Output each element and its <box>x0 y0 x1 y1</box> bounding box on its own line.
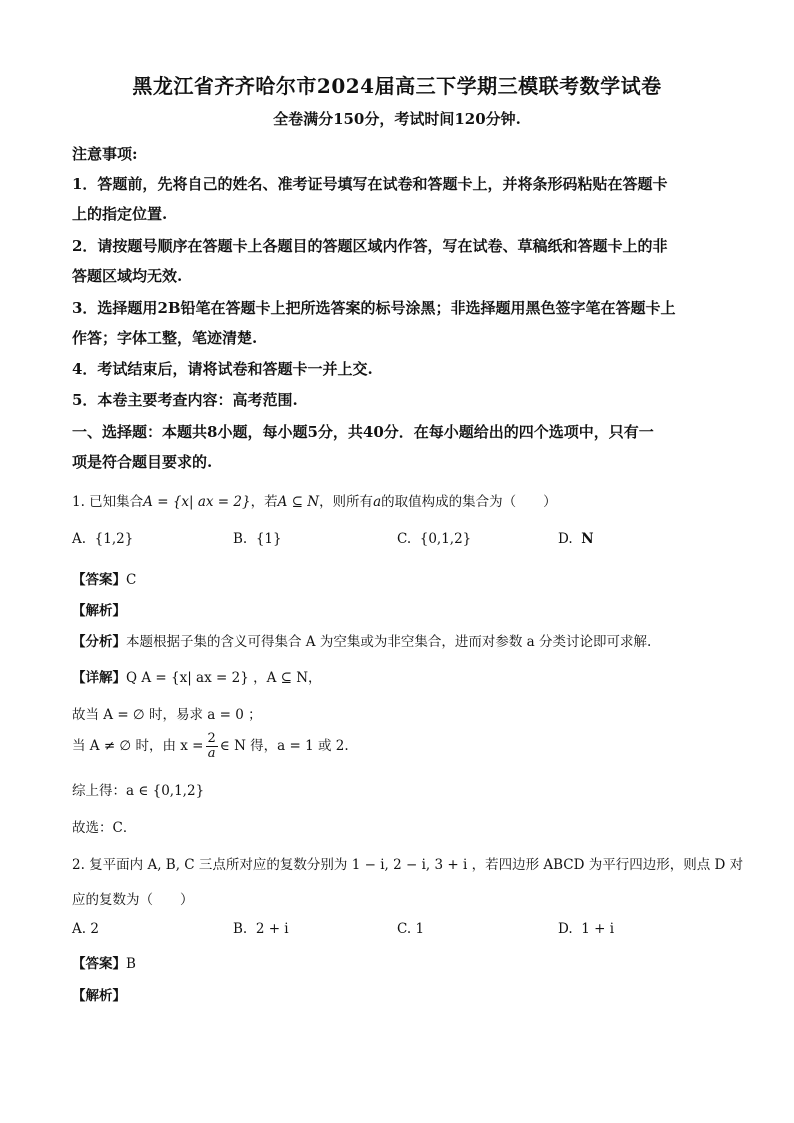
q2-option-c <box>397 921 424 937</box>
q1-option-b <box>233 531 282 547</box>
option-label: A. <box>72 921 87 937</box>
answer-tag: 【答案】 <box>72 956 126 972</box>
q2-option-b <box>233 921 289 937</box>
q2-answer <box>72 952 732 972</box>
fraction-numerator: 2 <box>207 731 216 746</box>
option-value: {1,2} <box>94 531 134 547</box>
notice-item-1b: 上的指定位置. <box>72 205 168 223</box>
q1-detail <box>72 666 732 686</box>
q1-var-a: a <box>373 494 382 510</box>
page-subtitle: 全卷满分150分，考试时间120分钟. <box>273 110 521 128</box>
fenxi-tag: 【分析】 <box>72 634 126 650</box>
option-value: N <box>581 531 594 547</box>
q1-set-expr: A = {x| ax = 2} <box>143 494 251 510</box>
fraction <box>206 732 218 761</box>
option-value: 1 + i <box>581 921 615 937</box>
q1-answer <box>72 568 732 588</box>
option-label: D. <box>558 921 573 937</box>
notice-item-1a: 1．答题前，先将自己的姓名、准考证号填写在试卷和答题卡上，并将条形码粘贴在答题卡 <box>72 175 668 193</box>
option-label: D. <box>558 531 573 547</box>
option-label: C. <box>397 921 412 937</box>
answer-value: B <box>126 956 136 972</box>
q1-stem-suffix: ，则所有 <box>319 494 374 510</box>
notice-heading: 注意事项: <box>72 145 138 163</box>
option-value: {0,1,2} <box>419 531 472 547</box>
q2-option-d <box>558 921 614 937</box>
option-label: A. <box>72 531 87 547</box>
notice-item-5: 5．本卷主要考查内容：高考范围. <box>72 391 298 409</box>
notice-item-2b: 答题区域均无效. <box>72 267 183 285</box>
case2-prefix: 当 A ≠ ∅ 时，由 x = <box>72 738 204 754</box>
q1-option-d <box>558 531 594 547</box>
option-value: {1} <box>255 531 282 547</box>
answer-value: C <box>126 572 137 588</box>
section-heading-a: 一、选择题：本题共8小题，每小题5分，共40分．在每小题给出的四个选项中，只有一 <box>72 423 654 441</box>
q1-summary: 综上得：a ∈ {0,1,2} <box>72 783 205 799</box>
option-label: B. <box>233 531 248 547</box>
q2-analysis-tag: 【解析】 <box>72 988 126 1004</box>
q1-subset-expr: A ⊆ N <box>277 494 320 510</box>
section-heading-b: 项是符合题目要求的. <box>72 453 213 471</box>
page-title: 黑龙江省齐齐哈尔市2024届高三下学期三模联考数学试卷 <box>132 74 662 98</box>
q1-choose: 故选：C． <box>72 820 137 836</box>
fraction-denominator: a <box>207 746 216 761</box>
q1-option-c <box>397 531 471 547</box>
option-value: 2 <box>90 921 99 937</box>
q1-stem <box>72 490 732 510</box>
q1-analysis-tag: 【解析】 <box>72 603 126 619</box>
option-value: 2 + i <box>255 921 289 937</box>
q2-stem-a: 2. 复平面内 A, B, C 三点所对应的复数分别为 1 − i, 2 − i, 3 + i ，若四边形 ABCD 为平行四边形，则点 D 对 <box>72 857 744 873</box>
answer-tag: 【答案】 <box>72 572 126 588</box>
q1-case2 <box>72 732 732 761</box>
q1-fenxi <box>72 630 732 650</box>
notice-item-3a: 3．选择题用2B铅笔在答题卡上把所选答案的标号涂黑；非选择题用黑色签字笔在答题卡上 <box>72 299 676 317</box>
notice-item-4: 4．考试结束后，请将试卷和答题卡一并上交. <box>72 360 373 378</box>
detail-tag: 【详解】 <box>72 670 126 686</box>
option-label: C. <box>397 531 412 547</box>
q1-option-a <box>72 531 133 547</box>
option-label: B. <box>233 921 248 937</box>
q2-option-a <box>72 921 99 937</box>
q1-stem-prefix: 1. 已知集合 <box>72 494 144 510</box>
q1-stem-end: 的取值构成的集合为（ ） <box>381 494 557 510</box>
option-value: 1 <box>415 921 425 937</box>
q1-stem-mid: ，若 <box>250 494 278 510</box>
notice-item-2a: 2．请按题号顺序在答题卡上各题目的答题区域内作答，写在试卷、草稿纸和答题卡上的非 <box>72 237 668 255</box>
fenxi-text: 本题根据子集的含义可得集合 A 为空集或为非空集合，进而对参数 a 分类讨论即可求解. <box>126 634 652 650</box>
q2-stem-b: 应的复数为（ ） <box>72 892 194 908</box>
q1-case1: 故当 A = ∅ 时，易求 a = 0 ； <box>72 707 262 723</box>
detail-text: Q A = {x| ax = 2} ，A ⊆ N， <box>126 670 322 686</box>
case2-suffix: ∈ N 得，a = 1 或 2. <box>219 738 349 754</box>
notice-item-3b: 作答；字体工整，笔迹清楚. <box>72 329 258 347</box>
